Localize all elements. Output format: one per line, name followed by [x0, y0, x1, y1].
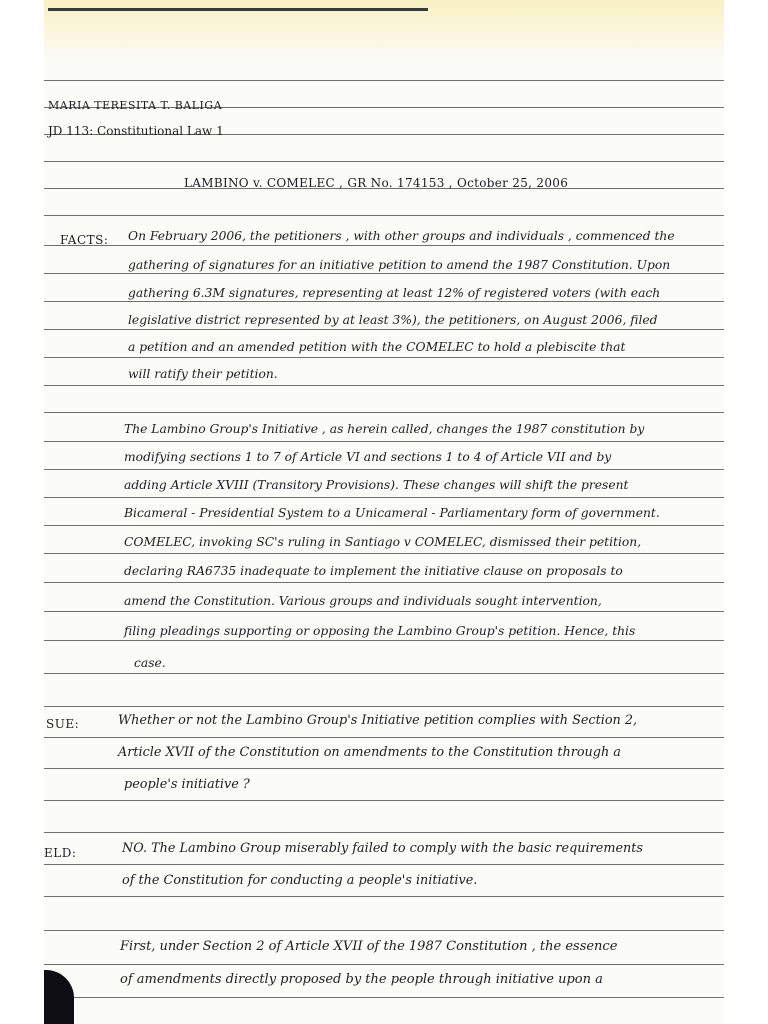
ruled-line [44, 329, 724, 330]
ruled-line [44, 412, 724, 413]
ruled-line [44, 768, 724, 769]
discussion-line: First, under Section 2 of Article XVII of the 1987 Constitution , the essence [120, 939, 618, 954]
facts-line: filing pleadings supporting or opposing the Lambino Group's petition. Hence, this [124, 624, 636, 638]
facts-line: On February 2006, the petitioners , with other groups and individuals , commenced the [128, 229, 675, 243]
ruled-line [44, 964, 724, 965]
facts-line: The Lambino Group's Initiative , as herein called, changes the 1987 constitution by [124, 422, 645, 436]
ruled-line [44, 800, 724, 801]
ruled-line [44, 864, 724, 865]
facts-line: declaring RA6735 inadequate to implement the initiative clause on proposals to [124, 564, 623, 578]
ruled-line [44, 80, 724, 81]
facts-line: adding Article XVIII (Transitory Provisions). These changes will shift the present [124, 478, 629, 492]
discussion-line: of amendments directly proposed by the people through initiative upon a [120, 972, 603, 987]
ruled-line [44, 357, 724, 358]
ruled-line [44, 469, 724, 470]
ruled-line [44, 301, 724, 302]
facts-line: legislative district represented by at least 3%), the petitioners, on August 2006, filed [128, 313, 658, 327]
ruled-line [44, 997, 724, 998]
facts-line: gathering of signatures for an initiative petition to amend the 1987 Constitution. Upon [128, 258, 671, 272]
ruled-line [44, 706, 724, 707]
held-line: NO. The Lambino Group miserably failed to comply with the basic requirements [122, 841, 643, 856]
facts-line: modifying sections 1 to 7 of Article VI and sections 1 to 4 of Article VII and by [124, 450, 612, 464]
ruled-line [44, 525, 724, 526]
facts-line: case. [134, 656, 166, 670]
ruled-line [44, 896, 724, 897]
facts-line: will ratify their petition. [128, 367, 278, 381]
ruled-line [44, 673, 724, 674]
ruled-line [44, 832, 724, 833]
facts-line: amend the Constitution. Various groups and individuals sought intervention, [124, 594, 602, 608]
ruled-line [44, 640, 724, 641]
held-line: of the Constitution for conducting a people's initiative. [122, 873, 478, 888]
issue-line: Article XVII of the Constitution on amendments to the Constitution through a [118, 745, 621, 760]
facts-line: a petition and an amended petition with the COMELEC to hold a plebiscite that [128, 340, 626, 354]
held-label: ELD: [44, 846, 77, 860]
facts-label: FACTS: [60, 233, 109, 247]
issue-line: people's initiative ? [124, 777, 250, 792]
page-margin-left [0, 0, 44, 1024]
ruled-line [44, 161, 724, 162]
ruled-line [44, 215, 724, 216]
ruled-line [44, 497, 724, 498]
facts-line: gathering 6.3M signatures, representing at least 12% of registered voters (with each [128, 286, 661, 300]
ruled-line [44, 930, 724, 931]
course-title: JD 113: Constitutional Law 1 [48, 124, 224, 138]
ruled-line [44, 737, 724, 738]
ruled-line [44, 611, 724, 612]
ruled-line [44, 273, 724, 274]
ruled-line [44, 582, 724, 583]
facts-line: COMELEC, invoking SC's ruling in Santiago v COMELEC, dismissed their petition, [124, 535, 642, 549]
issue-label: SUE: [46, 717, 80, 731]
ruled-line [44, 245, 724, 246]
author-name: MARIA TERESITA T. BALIGA [48, 99, 223, 112]
issue-line: Whether or not the Lambino Group's Initiative petition complies with Section 2, [118, 713, 638, 728]
case-title: LAMBINO v. COMELEC , GR No. 174153 , October 25, 2006 [184, 176, 569, 190]
ruled-line [44, 553, 724, 554]
ruled-line [44, 385, 724, 386]
facts-line: Bicameral - Presidential System to a Unicameral - Parliamentary form of government. [124, 506, 660, 520]
page-margin-right [724, 0, 768, 1024]
ruled-line [44, 441, 724, 442]
paper-top-band [48, 8, 428, 11]
